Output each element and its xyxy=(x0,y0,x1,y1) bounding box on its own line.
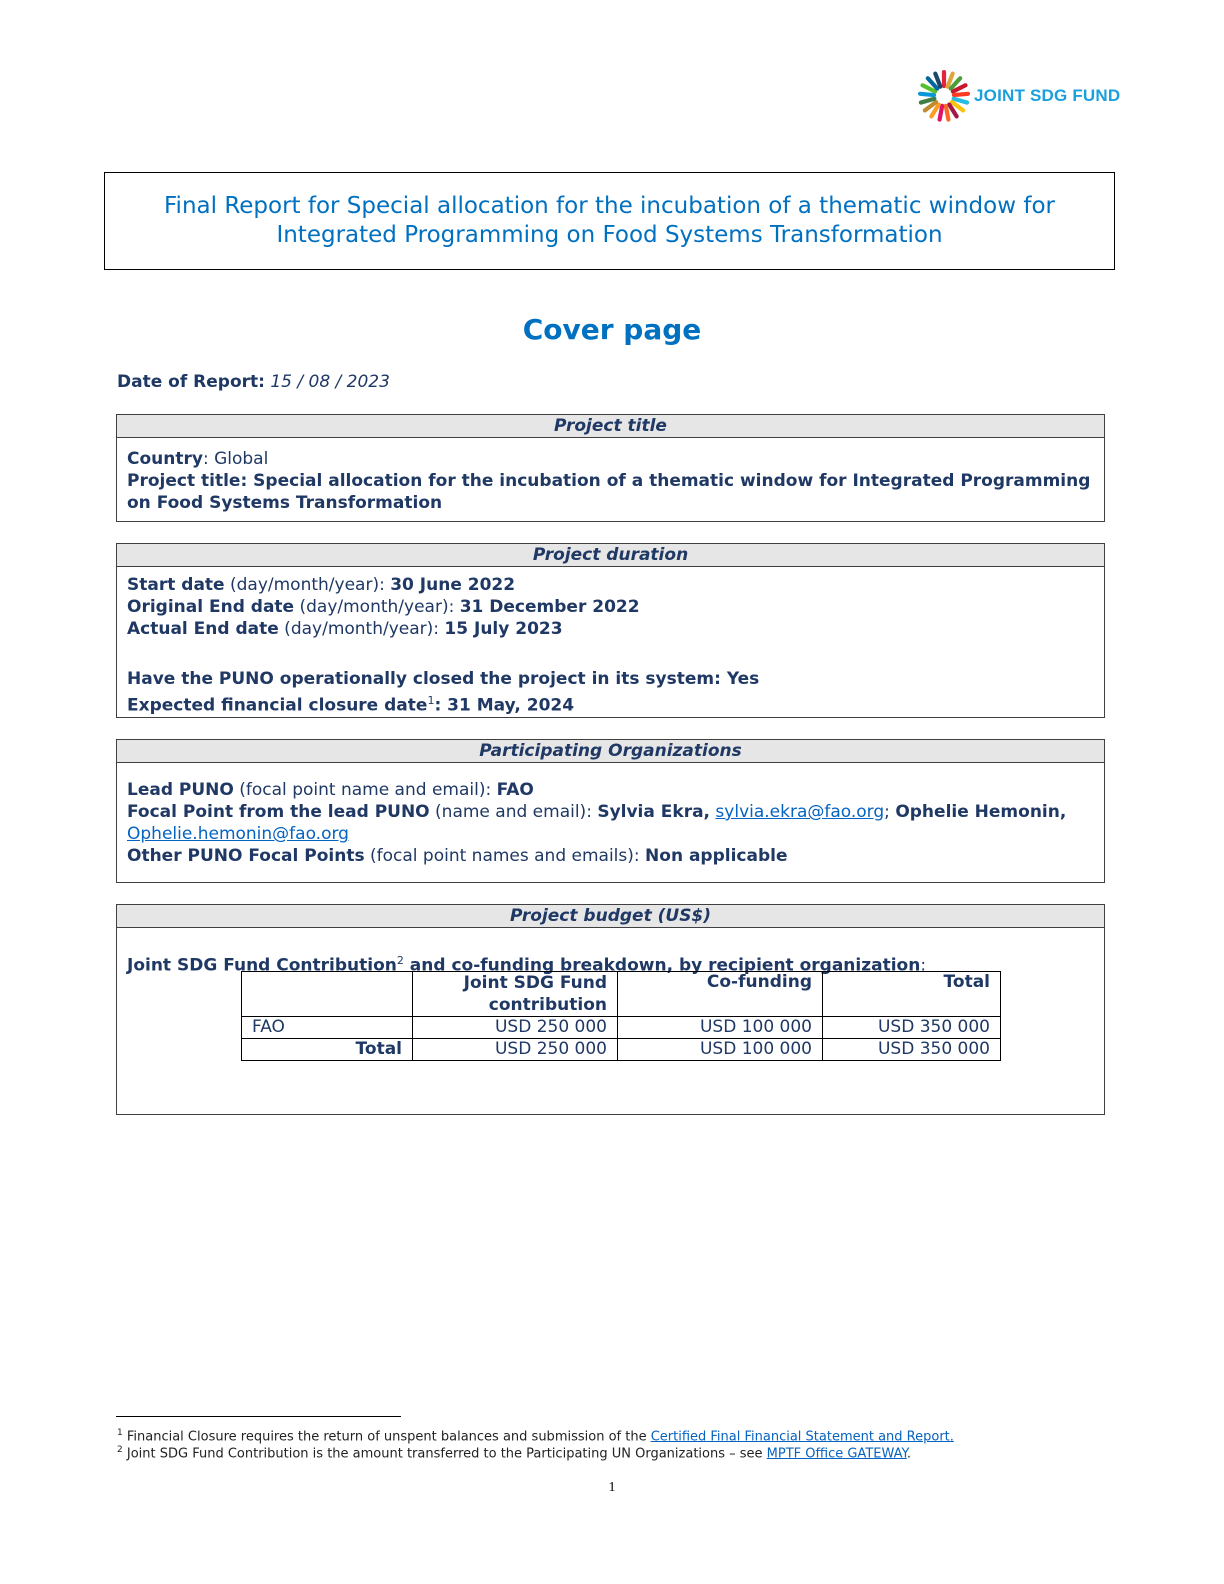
start-date-value: 30 June 2022 xyxy=(390,575,516,595)
header-cell-empty xyxy=(242,972,413,1017)
original-end-label: Original End date xyxy=(127,597,295,617)
budget-intro-colon: : xyxy=(920,955,927,976)
other-focal-points-line xyxy=(127,845,1094,867)
sdg-wheel-segment xyxy=(940,106,943,120)
table-cell: USD 350 000 xyxy=(823,1017,1001,1039)
table-row xyxy=(242,1017,1001,1039)
lead-puno-value: FAO xyxy=(496,780,534,800)
date-label: Date of Report: xyxy=(117,372,265,392)
table-cell: USD 100 000 xyxy=(618,1017,823,1039)
focal-name-2: Ophelie Hemonin, xyxy=(895,802,1067,822)
logo-text: JOINT SDG FUND xyxy=(974,86,1121,105)
table-row-total xyxy=(242,1039,1001,1061)
section-header: Project budget (US$) xyxy=(117,905,1104,928)
sdg-wheel-segment xyxy=(954,94,968,95)
project-title-line xyxy=(127,470,1094,514)
report-title: Final Report for Special allocation for the incubation of a thematic window for Integrated Programming on Food Systems Transformation xyxy=(164,193,1055,248)
financial-closure-value: : 31 May, 2024 xyxy=(434,695,575,716)
original-end-hint: (day/month/year): xyxy=(294,597,460,617)
table-cell: USD 250 000 xyxy=(413,1039,618,1061)
budget-intro-part1: Joint SDG Fund Contribution xyxy=(127,955,397,976)
actual-end-value: 15 July 2023 xyxy=(444,619,563,639)
start-date-hint: (day/month/year): xyxy=(224,575,391,595)
footnote-after: . xyxy=(906,1446,911,1462)
other-focal-value: Non applicable xyxy=(645,846,788,866)
section-header: Project duration xyxy=(117,544,1104,567)
page-number: 1 xyxy=(608,1480,616,1495)
sdg-wheel-segment xyxy=(954,99,967,103)
sdg-wheel-segment xyxy=(946,106,949,120)
actual-end-label: Actual End date xyxy=(127,619,279,639)
project-duration-section xyxy=(116,543,1105,718)
header-cell-total: Total xyxy=(823,972,1001,1017)
footnote-divider xyxy=(116,1416,401,1417)
footnote-ref-1[interactable]: 1 xyxy=(427,694,435,707)
country-line xyxy=(127,448,1094,470)
table-header-row xyxy=(242,972,1001,1017)
focal-point-line xyxy=(127,801,1094,845)
budget-table xyxy=(241,971,1001,1061)
table-cell: USD 350 000 xyxy=(823,1039,1001,1061)
focal-point-hint: (name and email): xyxy=(429,802,598,822)
focal-point-label: Focal Point from the lead PUNO xyxy=(127,802,430,822)
start-date-label: Start date xyxy=(127,575,225,595)
cover-heading: Cover page xyxy=(522,313,702,346)
header-cell-cofunding: Co-funding xyxy=(618,972,823,1017)
country-value: : Global xyxy=(202,449,269,469)
sdg-wheel-segment xyxy=(920,94,934,95)
operational-closure-text: Have the PUNO operationally closed the project in its system: Yes xyxy=(127,669,760,689)
project-budget-section xyxy=(116,904,1105,1115)
footnote-text: Financial Closure requires the return of unspent balances and submission of the xyxy=(122,1429,651,1445)
footnote-ref-2[interactable]: 2 xyxy=(396,954,404,967)
table-cell: USD 100 000 xyxy=(618,1039,823,1061)
footnote-number: 2 xyxy=(117,1445,123,1455)
other-focal-label: Other PUNO Focal Points xyxy=(127,846,365,866)
project-title-label: Project title xyxy=(127,471,241,491)
footnote-1 xyxy=(117,1428,954,1444)
lead-puno-line xyxy=(127,779,1094,801)
operational-closure-line xyxy=(127,668,1094,690)
original-end-date-line xyxy=(127,596,1094,618)
original-end-value: 31 December 2022 xyxy=(459,597,640,617)
lead-puno-hint: (focal point name and email): xyxy=(233,780,497,800)
sdg-wheel-segment xyxy=(921,99,934,103)
table-cell: Total xyxy=(242,1039,413,1061)
financial-closure-label: Expected financial closure date xyxy=(127,695,428,716)
joint-sdg-fund-logo xyxy=(918,70,1120,122)
actual-end-date-line xyxy=(127,618,1094,640)
financial-closure-line xyxy=(127,690,1094,717)
focal-name-1: Sylvia Ekra, xyxy=(597,802,711,822)
lead-puno-label: Lead PUNO xyxy=(127,780,234,800)
budget-intro-part2: and co-funding breakdown, by recipient organization xyxy=(403,955,921,976)
footnote-2 xyxy=(117,1445,911,1461)
project-title-value: : Special allocation for the incubation of a thematic window for Integrated Programming on Food Systems Transformation xyxy=(127,471,1091,513)
focal-email-link-2[interactable]: Ophelie.hemonin@fao.org xyxy=(127,824,349,844)
date-of-report xyxy=(117,372,390,392)
footnote-link-certified-report[interactable]: Certified Final Financial Statement and Report. xyxy=(650,1429,954,1445)
focal-separator: ; xyxy=(884,802,896,822)
section-header: Project title xyxy=(117,415,1104,438)
start-date-line xyxy=(127,574,1094,596)
footnote-number: 1 xyxy=(117,1428,123,1438)
header-cell-contribution: Joint SDG Fund contribution xyxy=(413,972,618,1017)
report-title-box xyxy=(104,172,1115,270)
footnote-link-mptf-gateway[interactable]: MPTF Office GATEWAY xyxy=(766,1446,907,1462)
country-label: Country xyxy=(127,449,203,469)
table-cell: USD 250 000 xyxy=(413,1017,618,1039)
date-value: 15 / 08 / 2023 xyxy=(270,372,390,392)
section-header: Participating Organizations xyxy=(117,740,1104,763)
sdg-wheel-icon xyxy=(918,70,970,122)
project-title-section xyxy=(116,414,1105,522)
footnote-text: Joint SDG Fund Contribution is the amount transferred to the Participating UN Organizations – see xyxy=(122,1446,767,1462)
other-focal-hint: (focal point names and emails): xyxy=(364,846,646,866)
actual-end-hint: (day/month/year): xyxy=(278,619,445,639)
table-cell: FAO xyxy=(242,1017,413,1039)
focal-email-link-1[interactable]: sylvia.ekra@fao.org xyxy=(715,802,885,822)
participating-organizations-section xyxy=(116,739,1105,883)
